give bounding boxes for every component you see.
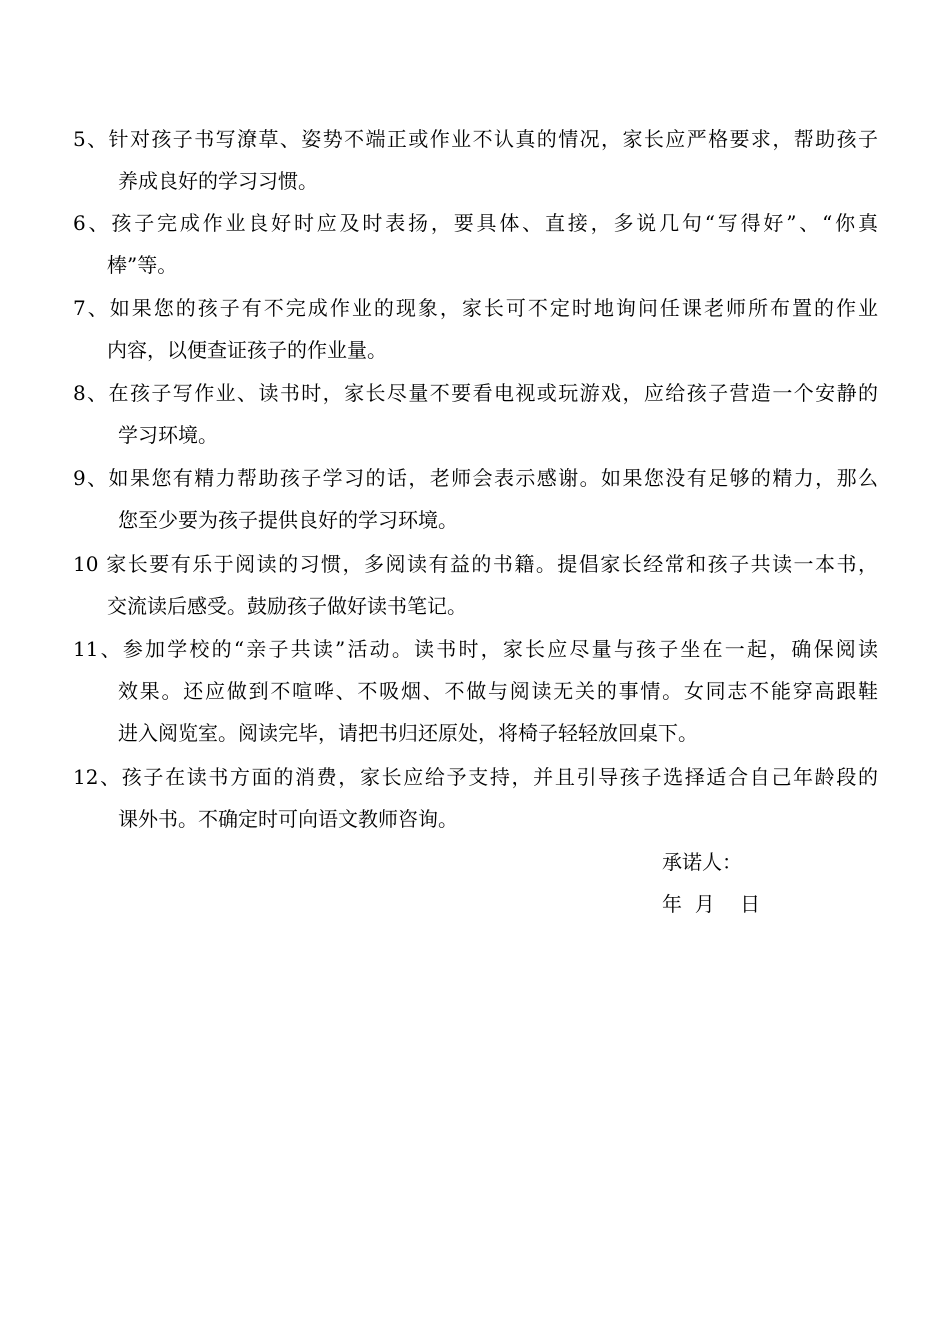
item-line: 内容，以便查证孩子的作业量。 — [107, 338, 387, 362]
item-line: 效果。还应做到不喧哗、不吸烟、不做与阅读无关的事情。女同志不能穿高跟鞋 — [118, 679, 878, 703]
item-line: 课外书。不确定时可向语文教师咨询。 — [118, 807, 458, 831]
date-label: 年 月 日 — [662, 892, 761, 916]
item-line: 8、在孩子写作业、读书时，家长尽量不要看电视或玩游戏，应给孩子营造一个安静的 — [73, 381, 878, 405]
list-item — [73, 628, 878, 754]
item-line: 养成良好的学习习惯。 — [118, 169, 318, 193]
item-line: 9、如果您有精力帮助孩子学习的话，老师会表示感谢。如果您没有足够的精力，那么 — [73, 466, 878, 490]
promisor-label: 承诺人： — [662, 850, 742, 874]
item-line: 您至少要为孩子提供良好的学习环境。 — [118, 508, 458, 532]
list-item — [73, 756, 878, 840]
list-item — [73, 287, 878, 371]
item-line: 12、孩子在读书方面的消费，家长应给予支持，并且引导孩子选择适合自己年龄段的 — [73, 765, 878, 789]
list-item — [73, 457, 878, 541]
item-line: 7、如果您的孩子有不完成作业的现象，家长可不定时地询问任课老师所布置的作业 — [73, 296, 878, 320]
item-line: 6、孩子完成作业良好时应及时表扬，要具体、直接，多说几句“写得好”、“你真 — [73, 211, 878, 235]
item-line: 11、参加学校的“亲子共读”活动。读书时，家长应尽量与孩子坐在一起，确保阅读 — [73, 637, 878, 661]
item-line: 交流读后感受。鼓励孩子做好读书笔记。 — [107, 594, 467, 618]
item-line: 5、针对孩子书写潦草、姿势不端正或作业不认真的情况，家长应严格要求，帮助孩子 — [73, 127, 878, 151]
item-line: 学习环境。 — [118, 423, 218, 447]
list-item — [73, 118, 878, 202]
list-item — [73, 372, 878, 456]
item-line: 棒”等。 — [107, 253, 178, 277]
item-line: 进入阅览室。阅读完毕，请把书归还原处，将椅子轻轻放回桌下。 — [118, 721, 698, 745]
item-line: 10 家长要有乐于阅读的习惯，多阅读有益的书籍。提倡家长经常和孩子共读一本书， — [73, 552, 878, 576]
list-item — [73, 543, 878, 627]
list-item — [73, 202, 878, 286]
